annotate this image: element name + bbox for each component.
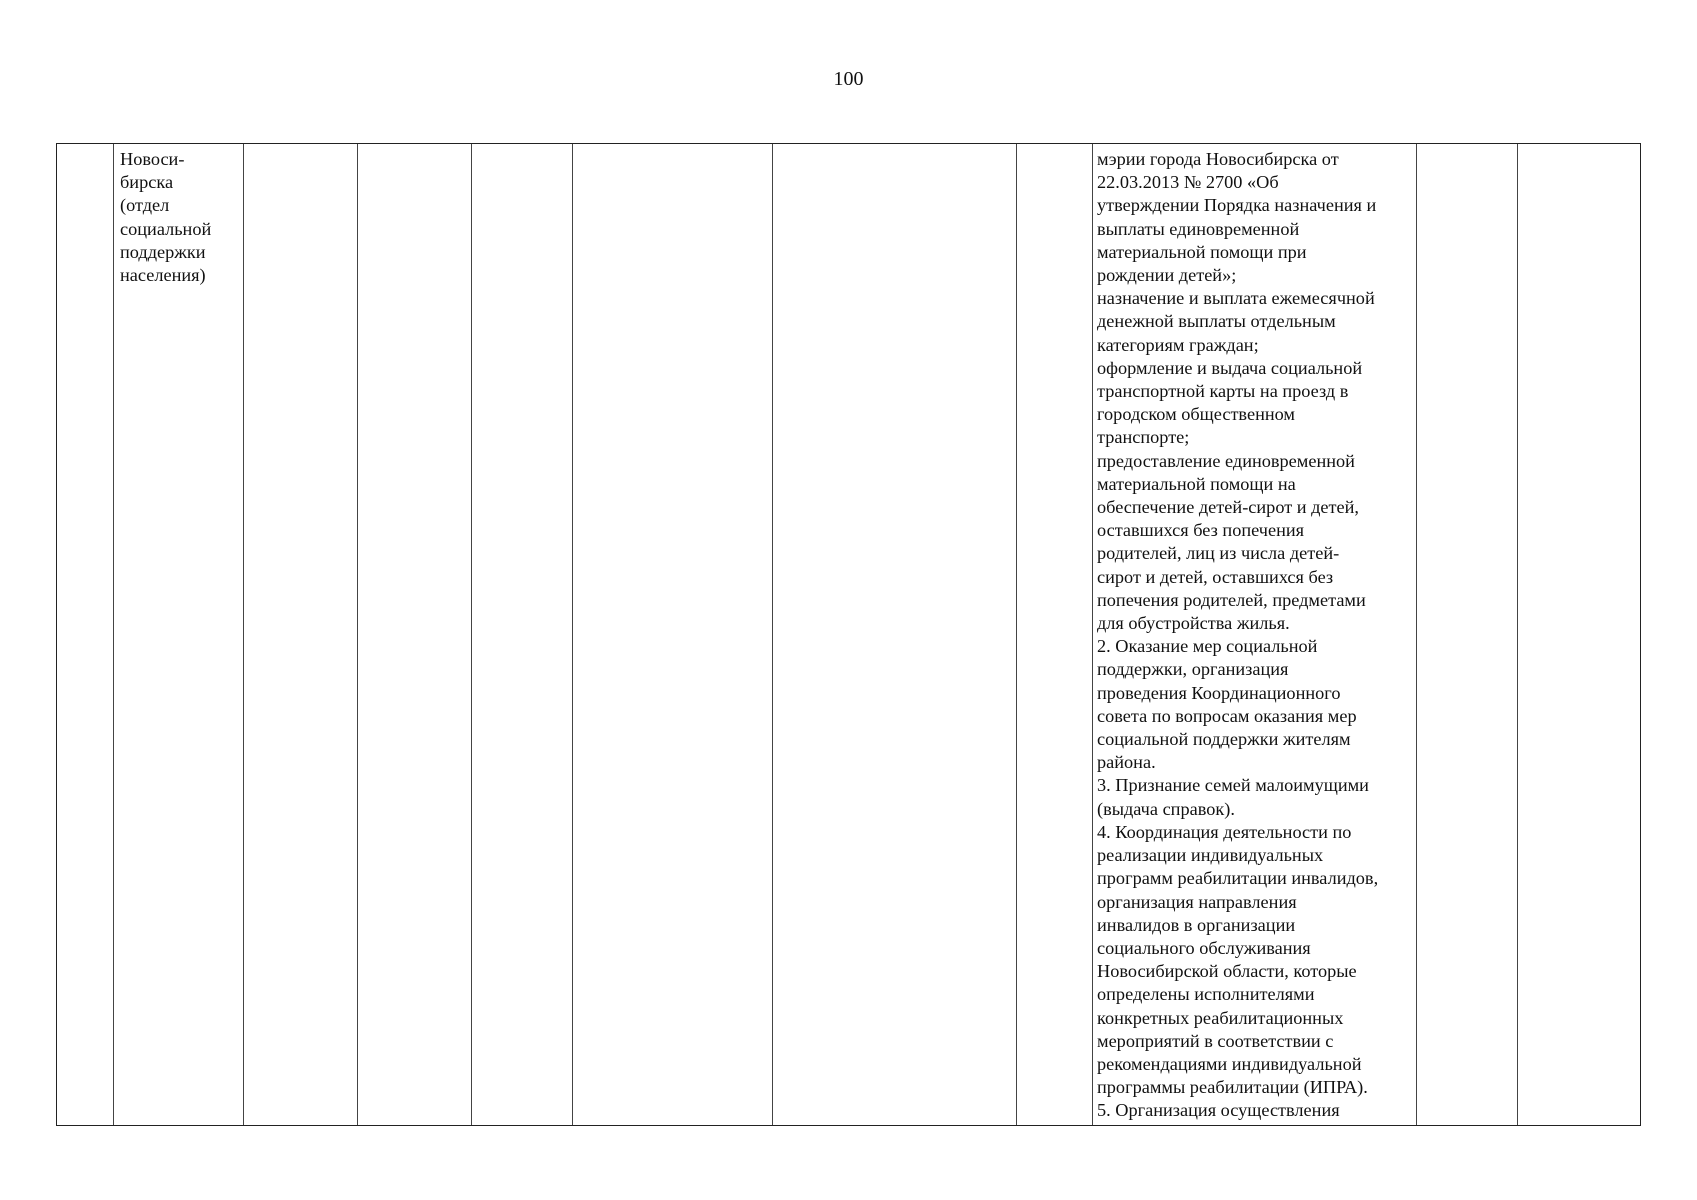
cell-text-line: поддержки, организация [1097,659,1289,680]
cell-text-line: материальной помощи при [1097,241,1307,262]
department-cell [120,148,211,287]
cell-text-line: социальной поддержки жителям [1097,729,1351,750]
functions-cell [1097,148,1378,1123]
cell-text-line: программ реабилитации инвалидов, [1097,868,1379,889]
cell-text-line: инвалидов в организации [1097,914,1296,935]
cell-text-line: утверждении Порядка назначения и [1097,195,1377,216]
cell-text-line: транспортной карты на проезд в [1097,381,1349,402]
cell-text-line: (отдел [120,195,170,216]
cell-text-line: совета по вопросам оказания мер [1097,705,1357,726]
column-divider [1517,144,1518,1125]
cell-text-line: 2. Оказание мер социальной [1097,636,1318,657]
document-table [56,143,1641,1126]
cell-text-line: проведения Координационного [1097,682,1341,703]
cell-text-line: попечения родителей, предметами [1097,589,1366,610]
cell-text-line: городском общественном [1097,404,1295,425]
cell-text-line: Новоси- [120,149,185,169]
cell-text-line: назначение и выплата ежемесячной [1097,288,1375,309]
cell-text-line: социального обслуживания [1097,937,1311,958]
cell-text-line: района. [1097,752,1156,773]
cell-text-line: выплаты единовременной [1097,218,1300,239]
page-number: 100 [833,68,864,90]
cell-text-line: денежной выплаты отдельным [1097,311,1336,332]
cell-text-line: оформление и выдача социальной [1097,357,1363,378]
column-divider [1016,144,1017,1125]
cell-text-line: категориям граждан; [1097,334,1259,355]
cell-text-line: для обустройства жилья. [1097,613,1290,634]
cell-text-line: бирска [120,172,174,193]
column-divider [471,144,472,1125]
cell-text-line: Новосибирской области, которые [1097,961,1357,982]
cell-text-line: реализации индивидуальных [1097,845,1324,866]
cell-text-line: мероприятий в соответствии с [1097,1030,1334,1051]
column-divider [572,144,573,1125]
column-divider [113,144,114,1125]
cell-text-line: социальной [120,218,212,239]
column-divider [1092,144,1093,1125]
cell-text-line: программы реабилитации (ИПРА). [1097,1077,1368,1098]
column-divider [1416,144,1417,1125]
cell-text-line: определены исполнителями [1097,984,1315,1005]
column-divider [243,144,244,1125]
cell-text-line: обеспечение детей-сирот и детей, [1097,497,1359,518]
cell-text-line: сирот и детей, оставшихся без [1097,566,1334,587]
column-divider [772,144,773,1125]
cell-text-line: родителей, лиц из числа детей- [1097,543,1340,564]
cell-text-line: 4. Координация деятельности по [1097,821,1352,842]
cell-text-line: 5. Организация осуществления [1097,1100,1340,1121]
cell-text-line: конкретных реабилитационных [1097,1007,1344,1028]
cell-text-line: поддержки [120,241,206,262]
cell-text-line: транспорте; [1097,427,1190,448]
column-divider [357,144,358,1125]
cell-text-line: населения) [120,265,206,286]
cell-text-line: (выдача справок). [1097,798,1235,819]
cell-text-line: предоставление единовременной [1097,450,1355,471]
cell-text-line: рекомендациями индивидуальной [1097,1053,1362,1074]
cell-text-line: рождении детей»; [1097,265,1237,286]
cell-text-line: мэрии города Новосибирска от [1097,149,1339,169]
cell-text-line: оставшихся без попечения [1097,520,1305,541]
cell-text-line: организация направления [1097,891,1297,912]
cell-text-line: 22.03.2013 № 2700 «Об [1097,172,1279,193]
cell-text-line: 3. Признание семей малоимущими [1097,775,1369,796]
cell-text-line: материальной помощи на [1097,473,1296,494]
